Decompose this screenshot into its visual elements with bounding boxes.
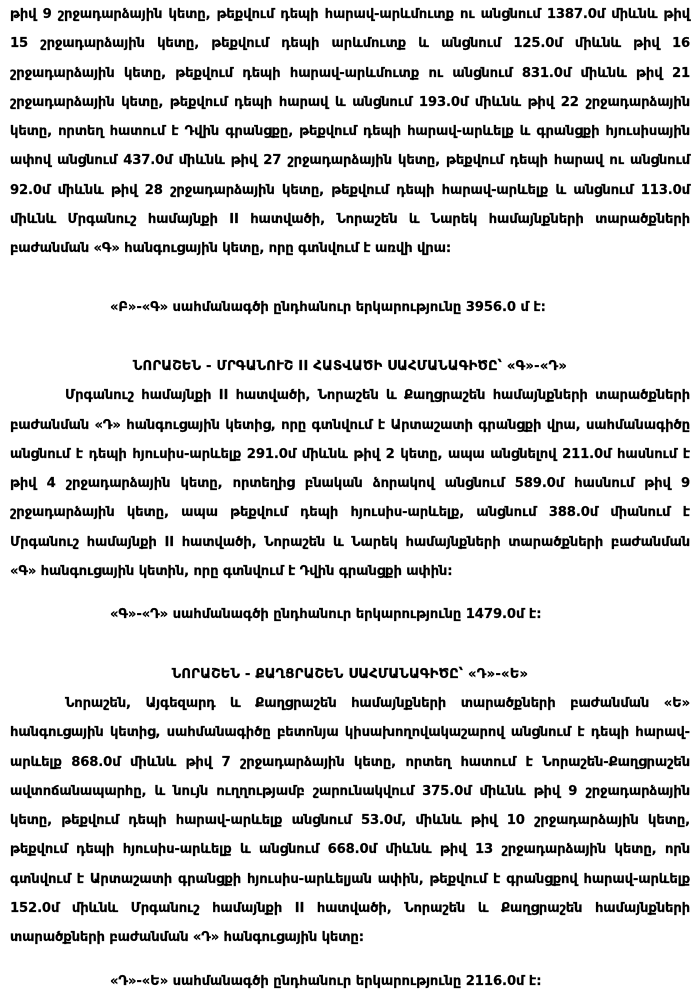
result-line-b-g: «Բ»-«Գ» սահմանագծի ընդհանուր երկարությունը 3956.0 մ է: xyxy=(110,299,546,315)
spacer xyxy=(10,586,690,600)
result-line-g-d: «Գ»-«Դ» սահմանագծի ընդհանուր երկարությունը 1479.0մ է: xyxy=(110,607,542,623)
section-heading-noreshen-kaghtsrashen: ՆՈՐԱՇԵՆ - ՔԱՂՑՐԱՇԵՆ ՍԱՀՄԱՆԱԳԻԾԸ՝ «Դ»-«Ե» xyxy=(171,666,529,682)
result-line-d-e: «Դ»-«Ե» սահմանագծի ընդհանուր երկարությունը 2116.0մ է: xyxy=(110,973,542,989)
paragraph-g-d: Մրգանուշ համայնքի II հատվածի, Նորաշեն և Քաղցրաշեն համայնքների տարածքների բաժանման «Դ» հանգուցային կետից, որը գտնվում է Արտաշատի գրանցքի վրա, սահմանագիծը անցնում է դեպի հյուսիս-արևելք 291.0մ միևնև թիվ 2 կետը, ապա անցնելով 211.0մ հասնում է թիվ 4 շրջադարձային կետը, որտեղից բնական ձորակով անցնում 589.0մ հասնում թիվ 9 շրջադարձային կետը, ապա թեքվում դեպի հյուսիս-արևելք, անցնում 388.0մ միանում է Մրգանուշ համայնքի II հատվածի, Նորաշեն և Նարեկ համայնքների տարածքների բաժանման «Գ» հանգուցային կետին, որը գտնվում է Դվին գրանցքի ափին: xyxy=(10,388,690,580)
paragraph-continued: թիվ 9 շրջադարձային կետը, թեքվում դեպի հարավ-արևմուտք ու անցնում 1387.0մ միևնև թիվ 15 շրջադարձային կետը, թեքվում դեպի արևմուտք և անցնում 125.0մ միևնև թիվ 16 շրջադարձային կետը, թեքվում դեպի հարավ-արևմուտք ու անցնում 831.0մ միևնև թիվ 21 շրջադարձային կետը, թեքվում դեպի հարավ և անցնում 193.0մ միևնև թիվ 22 շրջադարձային կետը, որտեղ հատում է Դվին գրանցքը, թեքվում դեպի հարավ-արևելք և գրանցքի հյուսիսային ափով անցնում 437.0մ միևնև թիվ 27 շրջադարձային կետը, թեքվում դեպի հարավ ու անցնում 92.0մ միևնև թիվ 28 շրջադարձային կետը, թեքվում դեպի հարավ-արևելք և անցնում 113.0մ միևնև Մրգանուշ համայնքի II հատվածի, Նորաշեն և Նարեկ համայնքների տարածքների բաժանման «Գ» հանգուցային կետը, որը գտնվում է առվի վրա: xyxy=(10,7,690,257)
spacer xyxy=(10,322,690,352)
paragraph-d-e: Նորաշեն, Այգեզարդ և Քաղցրաշեն համայնքների տարածքների բաժանման «Ե» հանգուցային կետից, սահմանագիծը բետոնյա կիսախողովակաշարով անցնում է դեպի հարավ-արևելք 868.0մ միևնև թիվ 7 շրջադարձային կետը, որտեղ հատում է Նորաշեն-Քաղցրաշեն ավտոճանապարհը, և նույն ուղղությամբ շարունակվում 375.0մ միևնև թիվ 9 շրջադարձային կետը, թեքվում դեպի հարավ-արևելք անցնում 53.0մ, միևնև թիվ 10 շրջադարձային կետը, թեքվում դեպի հյուսիս-արևելք և անցնում 668.0մ միևնև թիվ 13 շրջադարձային կետը, որն գտնվում է Արտաշատի գրանցքի հյուսիս-արևելյան ափին, թեքվում է գրանցքով հարավ-արևելք 152.0մ միևնև Մրգանուշ համայնքի II հատվածի, Նորաշեն և Քաղցրաշեն համայնքների տարածքների բաժանման «Դ» հանգուցային կետը: xyxy=(10,695,690,946)
spacer xyxy=(10,953,690,967)
spacer xyxy=(10,264,690,293)
spacer xyxy=(10,630,690,660)
section-heading-noreshen-mrganush: ՆՈՐԱՇԵՆ - ՄՐԳԱՆՈՒՇ II ՀԱՏՎԱԾԻ ՍԱՀՄԱՆԱԳԻԾԸ՝ «Գ»-«Դ» xyxy=(132,358,568,374)
